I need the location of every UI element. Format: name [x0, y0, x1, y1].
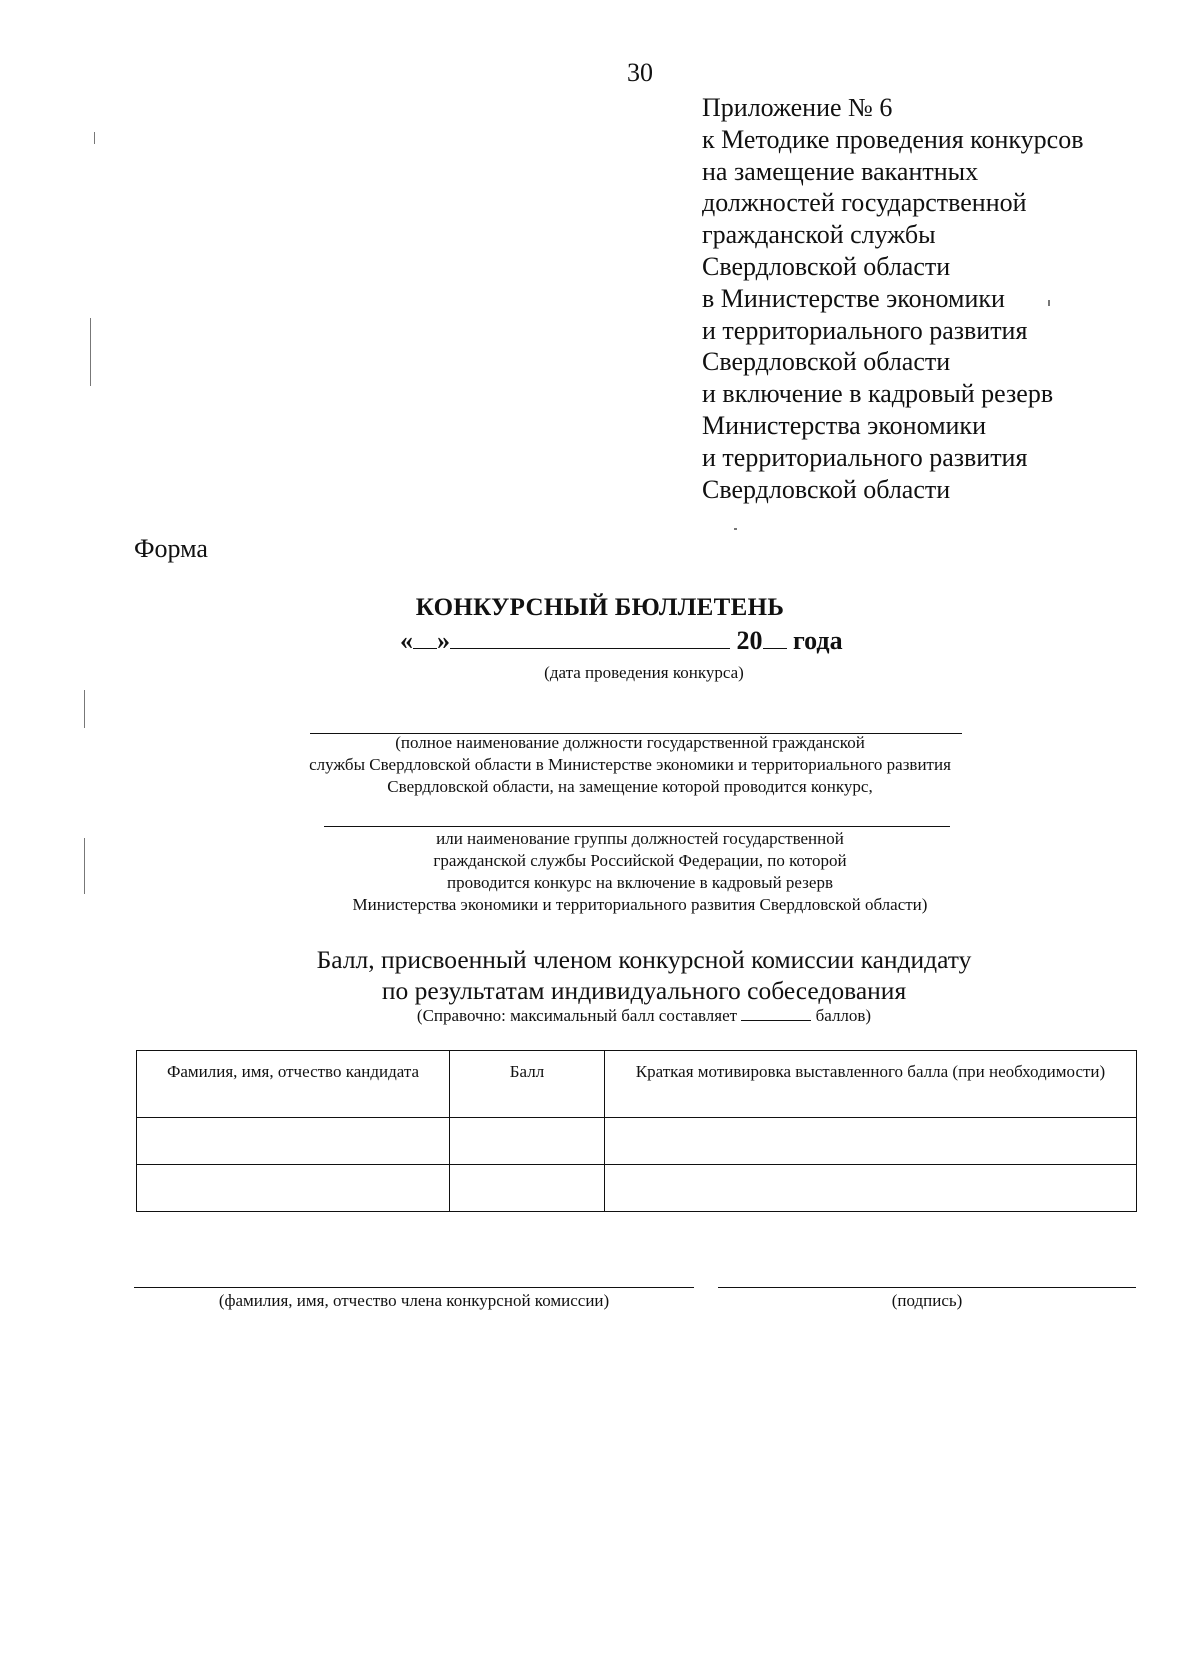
- appendix-line: к Методике проведения конкурсов: [702, 124, 1084, 154]
- year-blank[interactable]: [763, 630, 787, 649]
- page-number: 30: [627, 58, 653, 87]
- motivation-cell[interactable]: [605, 1165, 1137, 1212]
- day-blank[interactable]: [413, 630, 437, 649]
- score-heading: [0, 944, 1200, 1006]
- caption-line: или наименование группы должностей государственной: [436, 829, 844, 848]
- candidate-name-cell[interactable]: [137, 1118, 450, 1165]
- score-cell[interactable]: [450, 1118, 605, 1165]
- caption-line: гражданской службы Российской Федерации, по которой: [433, 851, 847, 870]
- appendix-line: Свердловской области: [702, 474, 951, 504]
- header-motivation: Краткая мотивировка выставленного балла (при необходимости): [605, 1051, 1137, 1118]
- form-label: Форма: [134, 534, 208, 563]
- header-candidate-name: Фамилия, имя, отчество кандидата: [137, 1051, 450, 1118]
- position-caption: [220, 732, 1040, 798]
- appendix-line: должностей государственной: [702, 188, 1027, 218]
- appendix-line: и территориального развития: [702, 442, 1028, 472]
- group-blank-line[interactable]: [324, 826, 950, 827]
- scan-mark: [90, 318, 91, 386]
- member-name-caption: (фамилия, имя, отчество члена конкурсной комиссии): [218, 1291, 610, 1310]
- reference-before: (Справочно: максимальный балл составляет: [416, 1006, 738, 1025]
- candidate-name-cell[interactable]: [137, 1165, 450, 1212]
- appendix-header: [702, 92, 1192, 505]
- reference-note: [0, 1005, 1200, 1027]
- table-row: [137, 1118, 1137, 1165]
- document-title: КОНКУРСНЫЙ БЮЛЛЕТЕНЬ: [415, 594, 785, 621]
- header-score: Балл: [450, 1051, 605, 1118]
- reference-after: баллов): [815, 1006, 872, 1025]
- score-heading-line: Балл, присвоенный членом конкурсной комиссии кандидату: [316, 945, 972, 974]
- date-line: [400, 626, 843, 656]
- signature-caption: (подпись): [891, 1291, 963, 1310]
- scan-mark: [734, 528, 737, 530]
- scan-mark: [94, 132, 95, 144]
- caption-line: Министерства экономики и территориального развития Свердловской области): [352, 895, 928, 914]
- open-quote: «: [400, 626, 413, 655]
- date-caption: (дата проведения конкурса): [544, 663, 744, 682]
- month-blank[interactable]: [450, 630, 730, 649]
- score-heading-line: по результатам индивидуального собеседования: [381, 976, 907, 1005]
- score-table: [136, 1050, 1137, 1212]
- scan-mark: [1048, 300, 1050, 306]
- table-header-row: [137, 1051, 1137, 1118]
- group-caption: [260, 828, 1020, 916]
- caption-line: проводится конкурс на включение в кадровый резерв: [447, 873, 833, 892]
- year-suffix: года: [793, 626, 843, 655]
- scan-mark: [84, 690, 85, 728]
- close-quote: »: [437, 626, 450, 655]
- caption-line: Свердловской области, на замещение которой проводится конкурс,: [387, 777, 873, 796]
- max-score-blank[interactable]: [741, 1020, 811, 1021]
- appendix-line: Свердловской области: [702, 347, 951, 377]
- appendix-line: и территориального развития: [702, 315, 1028, 345]
- scan-mark: [84, 838, 85, 894]
- appendix-line: на замещение вакантных: [702, 156, 979, 186]
- table-row: [137, 1165, 1137, 1212]
- score-cell[interactable]: [450, 1165, 605, 1212]
- appendix-line: гражданской службы: [702, 220, 936, 250]
- member-name-line[interactable]: [134, 1287, 694, 1288]
- motivation-cell[interactable]: [605, 1118, 1137, 1165]
- signature-line[interactable]: [718, 1287, 1136, 1288]
- appendix-line: Приложение № 6: [702, 93, 893, 122]
- year-prefix: 20: [736, 626, 763, 655]
- appendix-line: и включение в кадровый резерв: [702, 379, 1054, 409]
- appendix-line: Свердловской области: [702, 251, 951, 281]
- appendix-line: Министерства экономики: [702, 410, 986, 440]
- caption-line: службы Свердловской области в Министерстве экономики и территориального развития: [309, 755, 951, 774]
- appendix-line: в Министерстве экономики: [702, 283, 1005, 313]
- caption-line: (полное наименование должности государственной гражданской: [395, 733, 865, 752]
